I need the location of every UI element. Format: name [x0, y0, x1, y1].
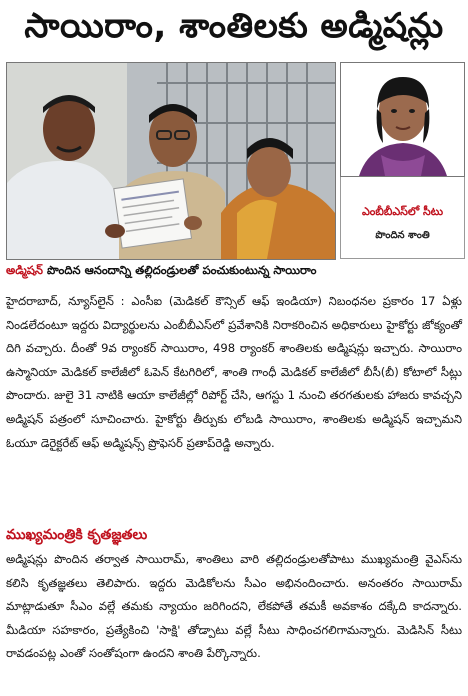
- main-photo: [6, 62, 336, 260]
- main-photo-illustration: [7, 63, 335, 259]
- side-caption-black: పొందిన శాంతి: [375, 230, 430, 241]
- side-photo: [340, 62, 465, 177]
- headline: సాయిరాం, శాంతిలకు అడ్మిషన్లు: [24, 6, 444, 46]
- article-body: హైదరాబాద్, న్యూస్‌లైన్ : ఎంసీఐ (మెడికల్ కౌన్సిల్ ఆఫ్ ఇండియా) నిబంధనల ప్రకారం 17 ఏళ్లు నిండలేదంటూ ఇద్దరు విద్యార్థులను ఎంబీబీఎస్‌లో ప్రవేశానికి నిరాకరించిన అధికారులు హైకోర్టు జోక్యంతో దిగి వచ్చారు. దీంతో 9వ ర్యాంకర్ సాయిరాం, 498 ర్యాంకర్ శాంతిలకు అడ్మిషన్లు ఇచ్చారు. సాయిరాం ఉస్మానియా మెడికల్ కాలేజీలో ఓపెన్ కేటగిరిలో, శాంతి గాంధీ మెడికల్ కాలేజీలో బీసీ(బీ) కోటాలో సీట్లు పొందారు. జులై 31 నాటికి ఆయా కాలేజీల్లో రిపోర్ట్ చేసి, ఆగస్టు 1 నుంచి తరగతులకు హాజరు కావచ్చని అడ్మిషన్ పత్రంలో సూచించారు. హైకోర్టు తీర్పుకు లోబడి సాయిరాం, శాంతిలకు అడ్మిషన్ ఇచ్చామని ఓయూ డెరైక్టరేట్ ఆఫ్ అడ్మిషన్స్ ప్రొఫెసర్ ప్రతాప్‌రెడ్డి అన్నారు.: [6, 294, 462, 450]
- side-caption-red: ఎంబీబీఎస్‌లో సీటు: [361, 205, 444, 218]
- caption-highlight: అడ్మిషన్: [6, 263, 43, 277]
- caption-text: పొందిన ఆనందాన్ని తల్లిదండ్రులతో పంచుకుంటున్న సాయిరాం: [42, 263, 317, 277]
- side-photo-caption: [340, 177, 465, 259]
- main-photo-caption: [6, 263, 462, 280]
- subheading: ముఖ్యమంత్రికి కృతజ్ఞతలు: [6, 527, 148, 543]
- article-body-2: అడ్మిషన్లు పొందిన తర్వాత సాయిరామ్, శాంతిలు వారి తల్లిదండ్రులతోపాటు ముఖ్యమంత్రి వైఎస్‌ను కలిసి కృతజ్ఞతలు తెలిపారు. ఇద్దరు మెడికోలను సీఎం అభినందించారు. అనంతరం సాయిరామ్ మాట్లాడుతూ సీఎం వల్లే తమకు న్యాయం జరిగిందని, లేకపోతే తమకీ అవకాశం దక్కేది కాదన్నారు. మీడియా సహకారం, ప్రత్యేకించి 'సాక్షి' తోడ్పాటు వల్లే సీటు సాధించగలిగామన్నారు. మెడిసిన్ సీటు రావడంపట్ల ఎంతో సంతోషంగా ఉందని శాంతి పేర్కొన్నారు.: [6, 552, 462, 661]
- side-photo-illustration: [341, 63, 464, 176]
